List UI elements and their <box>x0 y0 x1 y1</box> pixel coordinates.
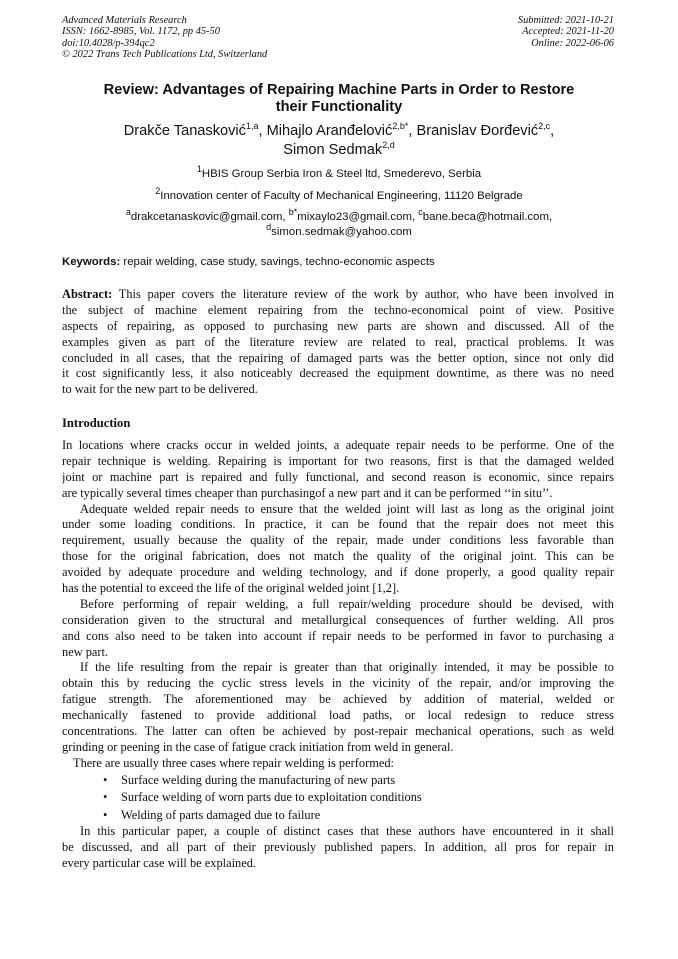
text-line: consideration given to the structural and metallurgical consequences of further welding. All pros <box>62 612 614 627</box>
line-text: concluded in all cases, that the repairing of damaged parts was the better option, since not only did <box>62 350 614 365</box>
affiliation-sup: 1 <box>196 164 202 175</box>
paragraph <box>62 438 614 502</box>
text-line: concentrations. The latter can often be achieved by post-repair mechanical operations, such as weld <box>62 724 614 739</box>
affiliation <box>40 186 638 204</box>
author-name: Mihajlo Aranđelović <box>266 123 393 139</box>
bullet-icon: • <box>103 807 108 822</box>
introduction-section <box>62 416 614 872</box>
copyright: © 2022 Trans Tech Publications Ltd, Switzerland <box>62 49 268 61</box>
keywords-label: Keywords: <box>62 256 121 268</box>
text-line: In locations where cracks occur in welded joints, a adequate repair needs to be performe. One of the <box>62 438 614 452</box>
email-sup: b* <box>288 207 298 218</box>
bullet-list <box>62 772 614 825</box>
text-line: obtain this by reducing the cyclic stress levels in the vicinity of the repair, and/or improving the <box>62 676 614 691</box>
text-line <box>62 303 614 319</box>
journal-info <box>62 15 267 61</box>
separator: , <box>408 123 417 139</box>
doi: doi:10.4028/p-394qc2 <box>62 37 155 49</box>
text-line: In this particular paper, a couple of distinct cases that these authors have encountered in it shall <box>80 824 614 839</box>
email-sup: c <box>418 207 423 218</box>
text-line: and cons also need to be taken into account if repair needs to be performed in favor to purchasing a <box>62 628 614 643</box>
email-sup: d <box>266 222 272 233</box>
accepted-date: Accepted: 2021-11-20 <box>522 26 614 38</box>
line-text: This paper covers the literature review of the work by author, who have been involved in <box>112 287 614 301</box>
author-name: Simon Sedmak <box>283 142 383 158</box>
submitted-date: Submitted: 2021-10-21 <box>517 15 614 26</box>
abstract-label: Abstract: <box>62 287 113 301</box>
text-line: If the life resulting from the repair is greater than that originally intended, it may be possible to <box>80 660 614 675</box>
paragraph <box>62 660 614 755</box>
email: bane.beca@hotmail.com, <box>422 211 553 223</box>
email: drakcetanaskovic@gmail.com, <box>130 211 289 223</box>
text-line: has the potential to exceed the life of the original welded joint [1,2]. <box>62 581 400 596</box>
line-text: the subject of machine element repairing from the techno-economical point of view. Positive <box>62 302 614 317</box>
title-line: their Functionality <box>275 99 403 115</box>
email-sup: a <box>125 207 131 218</box>
paragraph <box>62 824 614 872</box>
separator: , <box>258 123 267 139</box>
email: simon.sedmak@yahoo.com <box>271 226 412 238</box>
issn-volume: ISSN: 1662-8985, Vol. 1172, pp 45-50 <box>62 26 220 38</box>
list-item <box>62 807 614 825</box>
text-line: those for the original fabrication, does not match the quality of the original joint. This can be <box>62 549 614 564</box>
bullet-icon: • <box>103 772 108 787</box>
paragraph <box>62 502 614 597</box>
text-line: Adequate welded repair needs to ensure that the welded joint will last as long as the original joint <box>80 501 614 516</box>
line-text: it cost significantly less, it also noticeably decreased the equipment downtime, as there was no need <box>62 366 614 381</box>
list-item-text: Surface welding during the manufacturing of new parts <box>121 772 396 787</box>
text-line: fatigue strength. The aforementioned may be achieved by addition of material, welded or <box>62 692 614 707</box>
email: mixaylo23@gmail.com, <box>297 211 419 223</box>
author-sup: 1,a <box>245 121 259 132</box>
author-sup: 2,c <box>538 121 551 132</box>
paragraph <box>62 756 614 772</box>
list-item-text: Welding of parts damaged due to failure <box>121 807 321 822</box>
affiliation <box>40 164 638 182</box>
affiliation-text: HBIS Group Serbia Iron & Steel ltd, Smederevo, Serbia <box>201 168 482 180</box>
line-text: examples given as part of the literature review are related to real, practical problems. It was <box>62 334 614 349</box>
text-line: Before performing of repair welding, a full repair/welding procedure should be devised, with <box>80 596 614 611</box>
affiliation-sup: 2 <box>155 186 161 197</box>
online-date: Online: 2022-06-06 <box>531 37 614 49</box>
text-line: mechanically fastened to provide additional load paths, or local redesign to reduce stress <box>62 708 614 723</box>
affiliation-text: Innovation center of Faculty of Mechanical Engineering, 11120 Belgrade <box>160 190 523 202</box>
text-line: new part. <box>62 644 109 659</box>
title-line: Review: Advantages of Repairing Machine Parts in Order to Restore <box>103 82 575 98</box>
author-sup: 2,b* <box>392 121 409 132</box>
text-line: repair technique is welding. Repairing is important for two reasons, first is that the damaged welded <box>62 453 614 468</box>
author-list <box>40 122 638 160</box>
text-line <box>62 287 614 303</box>
text-line: every particular case will be explained. <box>62 856 257 871</box>
journal-name: Advanced Materials Research <box>62 15 187 26</box>
keywords-text: repair welding, case study, savings, techno-economic aspects <box>120 256 435 268</box>
author-name: Drakče Tanasković <box>123 123 246 139</box>
dates-info <box>518 15 614 49</box>
bullet-icon: • <box>103 790 108 805</box>
text-line <box>62 335 614 351</box>
text-line <box>62 366 614 382</box>
introduction-body <box>62 438 614 872</box>
section-heading: Introduction <box>62 416 131 430</box>
text-line: are typically several times cheaper than purchasingof a new part and it can be performed ‘‘in situ’’. <box>62 485 553 500</box>
text-line: be discussed, and all part of their previously published papers. In addition, all pros for repair in <box>62 840 614 855</box>
list-item-text: Surface welding of worn parts due to exploitation conditions <box>121 790 422 805</box>
text-line: avoided by adequate procedure and welding technology, and if done properly, a good quality repair <box>62 565 614 580</box>
list-item <box>62 789 614 807</box>
text-line <box>62 351 614 367</box>
author-sup: 2,d <box>382 140 395 151</box>
paper-title <box>40 82 638 116</box>
separator: , <box>550 123 555 139</box>
text-line: joint or machine part is repaired and fully functional, and second reason is economic, since repairs <box>62 469 614 484</box>
paragraph <box>62 597 614 661</box>
text-line: requirement, usually because the quality of the repair, made under conditions less favorable than <box>62 533 614 548</box>
text-line: There are usually three cases where repair welding is performed: <box>73 755 394 770</box>
list-item <box>62 772 614 790</box>
text-line: grinding or peening in the case of fatigue crack initiation from weld in general. <box>62 739 454 754</box>
line-text: to wait for the new part to be delivered. <box>62 382 258 397</box>
author-name: Branislav Đorđević <box>416 123 539 139</box>
author-emails <box>40 207 638 240</box>
abstract <box>62 287 614 398</box>
keywords <box>62 256 435 268</box>
text-line <box>62 382 614 398</box>
text-line <box>62 319 614 335</box>
line-text: aspects of repairing, as opposed to purchasing new parts are shown and discussed. All of the <box>62 318 614 333</box>
text-line: under some loading conditions. In practice, it can be found that the repair does not meet this <box>62 517 614 532</box>
